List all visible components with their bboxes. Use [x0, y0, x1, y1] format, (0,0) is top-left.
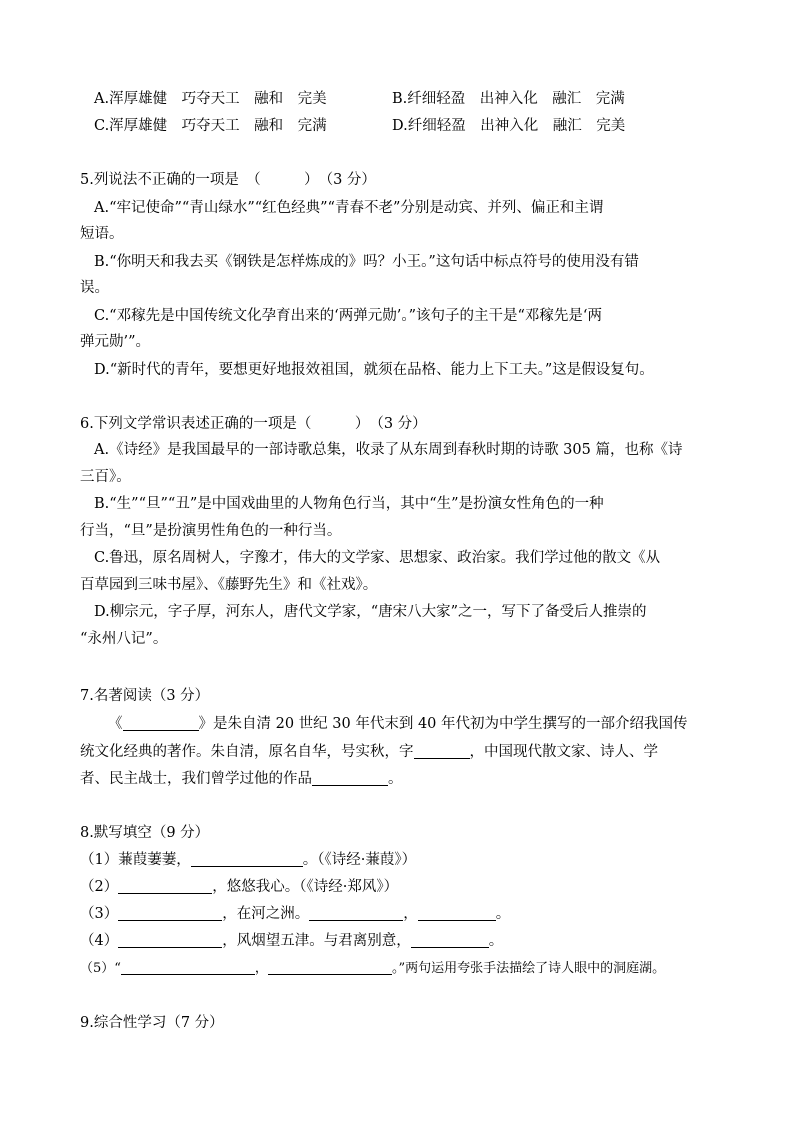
- q5-option-b-line1: B.“你明天和我去买《钢铁是怎样炼成的》吗？小王。”这句话中标点符号的使用没有错: [94, 254, 639, 270]
- q5-stem: 5.列说法不正确的一项是 （ ） （3 分）: [80, 172, 376, 188]
- q8-item-1-post: 。（《诗经·蒹葭》）: [302, 852, 417, 868]
- q8-item-5-blank-1[interactable]: [121, 961, 255, 975]
- q7-book-title-blank[interactable]: [123, 716, 199, 732]
- q7-line1-pre: 《: [108, 716, 123, 732]
- q7-line3-post: 。: [388, 771, 403, 787]
- q8-item-4: [80, 929, 503, 950]
- q6-option-b-line2: 行当，“旦”是扮演男性角色的一种行当。: [80, 523, 342, 539]
- q8-item-2: [80, 875, 398, 896]
- q6-option-b-line1: B.“生”“旦”“丑”是中国戏曲里的人物角色行当，其中“生”是扮演女性角色的一种: [94, 496, 604, 512]
- q7-works-blank[interactable]: [312, 771, 388, 787]
- q6-option-a-line1: A.《诗经》是我国最早的一部诗歌总集，收录了从东周到春秋时期的诗歌 305 篇，也称《诗: [94, 442, 683, 458]
- q8-item-1: [80, 848, 416, 869]
- q8-item-2-pre: （2）: [80, 879, 119, 895]
- q8-stem: 8.默写填空（9 分）: [80, 825, 210, 841]
- q8-item-4-mid: ，风烟望五津。与君离别意，: [222, 933, 411, 949]
- q4-option-b: B.纤细轻盈 出神入化 融汇 完满: [392, 91, 625, 107]
- q6-option-a-line2: 三百》。: [80, 469, 131, 485]
- q8-item-5-post: 。”两句运用夸张手法描绘了诗人眼中的洞庭湖。: [391, 961, 666, 976]
- q6-option-d-line2: “永州八记”。: [80, 631, 168, 647]
- q6-option-c-line2: 百草园到三味书屋》、《藤野先生》和《社戏》。: [80, 577, 378, 593]
- q8-item-2-post: ，悠悠我心。（《诗经·郑风》）: [212, 879, 399, 895]
- q8-item-1-pre: （1）蒹葭萋萋，: [80, 852, 191, 868]
- q7-line2: [80, 740, 658, 761]
- q8-item-3-mid: ，在河之洲。: [222, 906, 310, 922]
- q5-option-b-line2: 误。: [80, 280, 109, 296]
- q8-item-3-pre: （3）: [80, 906, 119, 922]
- q7-stem: 7.名著阅读（3 分）: [80, 688, 210, 704]
- q8-item-4-post: 。: [488, 933, 504, 949]
- q8-item-5-sep: ，: [254, 961, 268, 976]
- q6-stem: 6.下列文学常识表述正确的一项是（ ） （3 分）: [80, 416, 427, 432]
- q8-item-1-blank[interactable]: [191, 852, 303, 868]
- q5-option-d: D.“新时代的青年，要想更好地报效祖国，就须在品格、能力上下工夫。”这是假设复句。: [94, 362, 654, 378]
- q8-item-5-blank-2[interactable]: [268, 961, 392, 975]
- q4-option-d: D.纤细轻盈 出神入化 融汇 完美: [392, 118, 626, 134]
- q7-line2-pre: 统文化经典的著作。朱自清，原名自华，号实秋，字: [80, 744, 414, 760]
- q6-option-c-line1: C.鲁迅，原名周树人，字豫才，伟大的文学家、思想家、政治家。我们学过他的散文《从: [94, 550, 661, 566]
- q7-courtesy-name-blank[interactable]: [414, 744, 470, 760]
- q4-option-a: A.浑厚雄健 巧夺天工 融和 完美: [94, 91, 327, 107]
- q8-item-4-pre: （4）: [80, 933, 119, 949]
- q9-stem: 9.综合性学习（7 分）: [80, 1015, 224, 1031]
- q5-option-c-line2: 弹元勋’”。: [80, 334, 151, 350]
- q8-item-4-blank-1[interactable]: [118, 933, 222, 949]
- q7-line3-pre: 者、民主战士，我们曾学过他的作品: [80, 771, 312, 787]
- q5-option-a-line1: A.“牢记使命”“青山绿水”“红色经典”“青春不老”分别是动宾、并列、偏正和主谓: [94, 200, 604, 216]
- q8-item-3: [80, 902, 510, 923]
- q8-item-3-blank-3[interactable]: [418, 906, 496, 922]
- q6-option-d-line1: D.柳宗元，字子厚，河东人，唐代文学家，“唐宋八大家”之一，写下了备受后人推崇的: [94, 604, 647, 620]
- q8-item-3-blank-2[interactable]: [309, 906, 403, 922]
- q4-option-c: C.浑厚雄健 巧夺天工 融和 完满: [94, 118, 327, 134]
- q7-line1-post: 》是朱自清 20 世纪 30 年代末到 40 年代初为中学生撰写的一部介绍我国传: [198, 716, 688, 732]
- q7-line1: [108, 712, 688, 733]
- q5-option-a-line2: 短语。: [80, 226, 124, 242]
- q8-item-5-pre: （5）“: [80, 961, 121, 976]
- q7-line3: [80, 767, 403, 788]
- q8-item-5: [80, 957, 665, 976]
- q8-item-3-sep: ，: [403, 906, 418, 922]
- q8-item-3-blank-1[interactable]: [118, 906, 222, 922]
- q8-item-4-blank-2[interactable]: [411, 933, 489, 949]
- q8-item-2-blank[interactable]: [118, 879, 212, 895]
- q7-line2-post: ，中国现代散文家、诗人、学: [469, 744, 658, 760]
- q8-item-3-post: 。: [495, 906, 511, 922]
- q5-option-c-line1: C.“邓稼先是中国传统文化孕育出来的‘两弹元勋’。”该句子的主干是“邓稼先是‘两: [94, 308, 602, 324]
